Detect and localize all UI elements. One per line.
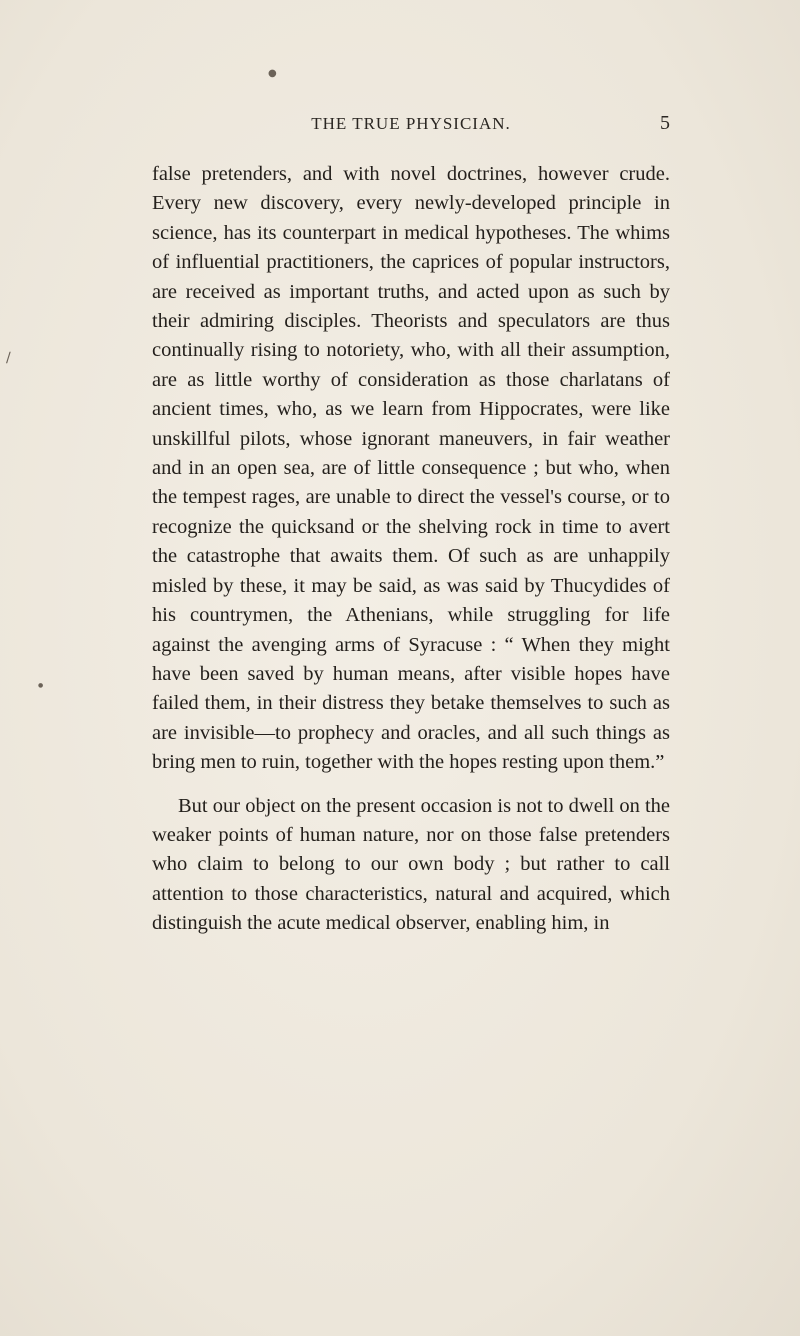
- page-number: 5: [660, 112, 670, 134]
- margin-dot-mark: ●: [268, 68, 277, 79]
- body-text: [152, 160, 670, 939]
- running-head: THE TRUE PHYSICIAN.: [311, 114, 511, 133]
- margin-dot-mark: ●: [38, 682, 44, 689]
- paragraph-1: false pretenders, and with novel doctrines, however crude. Every new discovery, every newly-developed principle in science, has its counterpart in medical hypotheses. The whims of influential practitioners, the caprices of popular instructors, are received as important truths, and acted upon as such by their admiring disciples. Theorists and speculators are thus continually rising to notoriety, who, with all their assumption, are as little worthy of consideration as those charlatans of ancient times, who, as we learn from Hippocrates, were like unskillful pilots, whose ignorant maneuvers, in fair weather and in an open sea, are of little consequence ; but who, when the tempest rages, are unable to direct the vessel's course, or to recognize the quicksand or the shelving rock in time to avert the catastrophe that awaits them. Of such as are unhappily misled by these, it may be said, as was said by Thucydides of his countrymen, the Athenians, while struggling for life against the avenging arms of Syracuse : “ When they might have been saved by human means, after visible hopes have failed them, in their distress they betake themselves to such as are invisible—to prophecy and oracles, and all such things as bring men to ruin, together with the hopes resting upon them.”: [152, 163, 670, 774]
- margin-tick-mark: ∕: [6, 350, 11, 366]
- page-header: [152, 112, 670, 138]
- paragraph-2: But our object on the present occasion is not to dwell on the weaker points of human nature, nor on those false pretenders who claim to belong to our own body ; but rather to call attention to those characteristics, natural and acquired, which distinguish the acute medical observer, enabling him, in: [152, 794, 670, 935]
